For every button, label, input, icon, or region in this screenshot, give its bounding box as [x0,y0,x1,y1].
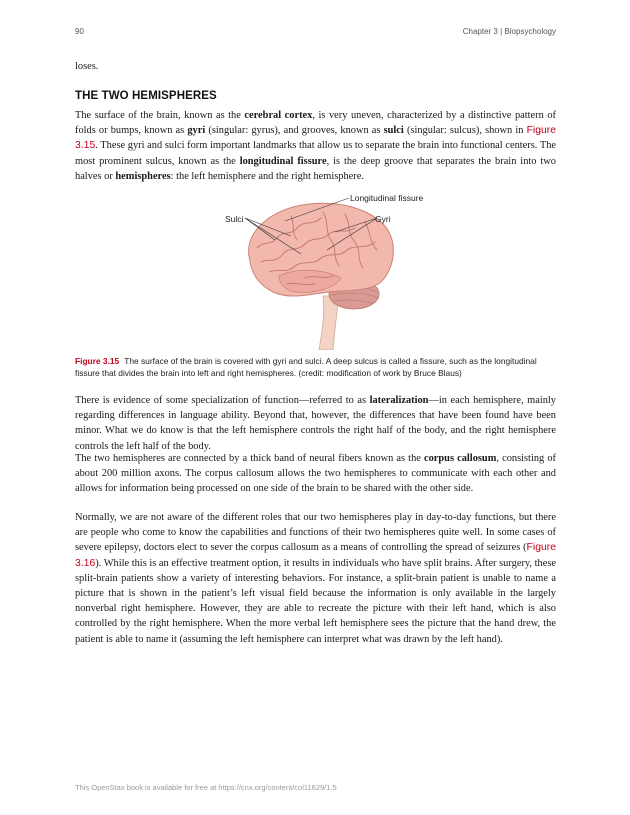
text: (singular: sulcus), shown in [403,125,527,137]
figure-caption [75,356,556,379]
text: ). While this is an effective treatment option, it results in individuals who have split brains. After surgery, these split-brain patients show a variety of interesting behaviors. For instance, a split-brain patient is unable to name a picture that is shown in the patient’s left visual field because the information is only available in the largely nonverbal right hemisphere. However, they are able to recreate the picture with their left hand, which is also controlled by the right hemisphere. When the more verbal left hemisphere sees the picture that the hand drew, the patient is able to name it (assuming the left hemisphere can interpret what was drawn by the left hand). [75,557,556,645]
text: , is very uneven, characterized by a distinctive pattern of folds or bumps, known as [75,110,556,137]
text: There is evidence of some specialization of function—referred to as [75,395,370,406]
term-cerebral-cortex: cerebral cortex [244,110,313,121]
brain-illustration [205,188,445,350]
paragraph-cortex [75,108,556,184]
section-title: THE TWO HEMISPHERES [75,90,217,102]
label-gyri: Gyri [375,214,391,224]
paragraph-split-brain [75,510,556,647]
caption-text: The surface of the brain is covered with gyri and sulci. A deep sulcus is called a fissure, such as the longitudinal fissure that divides the brain into left and right hemispheres. (credit: modification of work by Bruce Blaus) [75,356,537,378]
caption-figure-number: Figure 3.15 [75,356,120,366]
paragraph-corpus-callosum [75,451,556,497]
text: . These gyri and sulci form important landmarks that allow us to separate the brain into functional centers. The most prominent sulcus, known as the [75,140,556,167]
figure-3-16-link[interactable]: Figure 3.16 [75,542,556,569]
chapter-header: Chapter 3 | Biopsychology [462,27,556,36]
term-hemispheres: hemispheres [115,170,171,182]
text: Normally, we are not aware of the different roles that our two hemispheres play in day-to-day functions, but there are people who come to know the capabilities and functions of their two hemispheres quite well. In some cases of severe epilepsy, doctors elect to sever the corpus callosum as a means of controlling the spread of seizures ( [75,512,556,554]
term-longitudinal-fissure: longitudinal fissure [239,155,327,167]
page-number: 90 [75,27,84,36]
figure-3-15-link[interactable]: Figure 3.15 [75,125,557,152]
term-gyri: gyri [187,125,206,137]
footer-license: This OpenStax book is available for free at https://cnx.org/content/col11629/1.5 [75,783,337,792]
intro-fragment: loses. [75,61,99,72]
paragraph-lateralization [75,393,556,454]
label-longitudinal-fissure: Longitudinal fissure [350,193,424,203]
text: (singular: gyrus), and grooves, known as [205,125,384,137]
text: The surface of the brain, known as the [75,110,245,121]
text: The two hemispheres are connected by a thick band of neural fibers known as the [75,453,424,464]
text: : the left hemisphere and the right hemisphere. [170,170,364,182]
brain-figure [205,188,445,350]
text: , is the deep groove that separates the brain into two halves or [75,155,556,182]
term-lateralization: lateralization [369,395,429,406]
text: , consisting of about 200 million axons. The corpus callosum allows the two hemispheres to communicate with each other and allows for information being processed on one side of the brain to be shared with the other side. [75,453,556,495]
label-sulci: Sulci [225,214,244,224]
term-sulci: sulci [383,125,404,137]
term-corpus-callosum: corpus callosum [423,453,497,464]
text: —in each hemisphere, mainly regarding differences in language ability. Beyond that, however, the differences that have been found have been minor. What we do know is that the left hemisphere controls the right half of the body, and the right hemisphere controls the left half of the body. [75,395,556,452]
